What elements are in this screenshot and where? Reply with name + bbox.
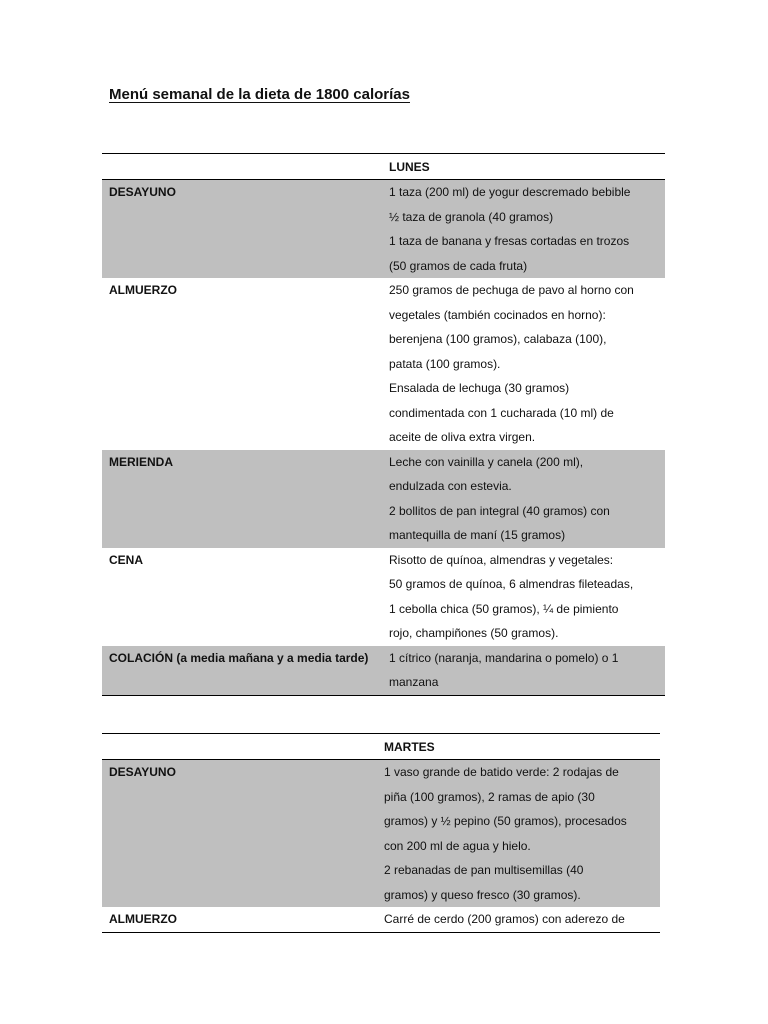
- table-row: [102, 278, 665, 450]
- description-line: Risotto de quínoa, almendras y vegetales:: [389, 552, 614, 567]
- meal-name: COLACIÓN (a media mañana y a media tarde): [109, 650, 369, 665]
- description-line: berenjena (100 gramos), calabaza (100),: [389, 332, 607, 346]
- meal-description: [389, 646, 665, 695]
- description-line: aceite de oliva extra virgen.: [389, 430, 536, 444]
- meal-name: ALMUERZO: [109, 283, 177, 297]
- description-line: Carré de cerdo (200 gramos) con aderezo de: [384, 912, 625, 926]
- description-line: 1 taza (200 ml) de yogur descremado bebible: [389, 185, 631, 199]
- meal-description: [384, 907, 660, 932]
- meal-description: [384, 760, 660, 907]
- description-line: 1 cebolla chica (50 gramos), ¼ de pimiento: [389, 601, 619, 616]
- meal-name: DESAYUNO: [109, 185, 176, 199]
- description-line: 250 gramos de pechuga de pavo al horno con: [389, 283, 634, 297]
- table-row: [102, 646, 665, 695]
- table-body: [102, 180, 665, 695]
- description-line: 1 cítrico (naranja, mandarina o pomelo) o 1: [389, 650, 619, 665]
- description-line: patata (100 gramos).: [389, 356, 501, 371]
- meal-description: [389, 278, 665, 450]
- table-header-row: [102, 154, 665, 180]
- description-line: vegetales (también cocinados en horno):: [389, 307, 606, 322]
- description-line: Leche con vainilla y canela (200 ml),: [389, 454, 584, 469]
- description-line: rojo, champiñones (50 gramos).: [389, 626, 559, 640]
- meal-description: [389, 548, 665, 646]
- document-title: Menú semanal de la dieta de 1800 calorías: [109, 86, 410, 103]
- day-header: MARTES: [384, 740, 435, 754]
- header-empty-cell: [102, 734, 384, 759]
- table-row: [102, 760, 660, 907]
- day-header: LUNES: [389, 160, 430, 174]
- table-row: [102, 907, 660, 932]
- description-line: Ensalada de lechuga (30 gramos): [389, 381, 570, 395]
- header-empty-cell: [102, 154, 389, 179]
- description-line: piña (100 gramos), 2 ramas de apio (30: [384, 789, 595, 804]
- description-line: gramos) y queso fresco (30 gramos).: [384, 887, 581, 902]
- table-body: [102, 760, 660, 932]
- table-header-row: [102, 734, 660, 760]
- meal-name: DESAYUNO: [109, 765, 176, 779]
- description-line: 1 vaso grande de batido verde: 2 rodajas de: [384, 765, 619, 779]
- description-line: gramos) y ½ pepino (50 gramos), procesados: [384, 814, 627, 828]
- description-line: 2 bollitos de pan integral (40 gramos) con: [389, 503, 610, 518]
- description-line: manzana: [389, 675, 439, 689]
- meal-name: MERIENDA: [109, 454, 174, 469]
- description-line: ½ taza de granola (40 gramos): [389, 209, 554, 224]
- menu-table-lunes: [102, 153, 665, 696]
- description-line: con 200 ml de agua y hielo.: [384, 838, 531, 853]
- description-line: 50 gramos de quínoa, 6 almendras fileteadas,: [389, 577, 634, 591]
- menu-table-martes: [102, 733, 660, 933]
- description-line: mantequilla de maní (15 gramos): [389, 528, 566, 542]
- meal-description: [389, 450, 665, 548]
- description-line: 1 taza de banana y fresas cortadas en trozos: [389, 234, 630, 248]
- table-row: [102, 180, 665, 278]
- meal-description: [389, 180, 665, 278]
- description-line: (50 gramos de cada fruta): [389, 258, 528, 273]
- meal-name: ALMUERZO: [109, 912, 177, 926]
- description-line: 2 rebanadas de pan multisemillas (40: [384, 863, 584, 877]
- table-row: [102, 450, 665, 548]
- description-line: condimentada con 1 cucharada (10 ml) de: [389, 405, 614, 420]
- description-line: endulzada con estevia.: [389, 479, 512, 493]
- meal-name: CENA: [109, 552, 144, 567]
- table-row: [102, 548, 665, 646]
